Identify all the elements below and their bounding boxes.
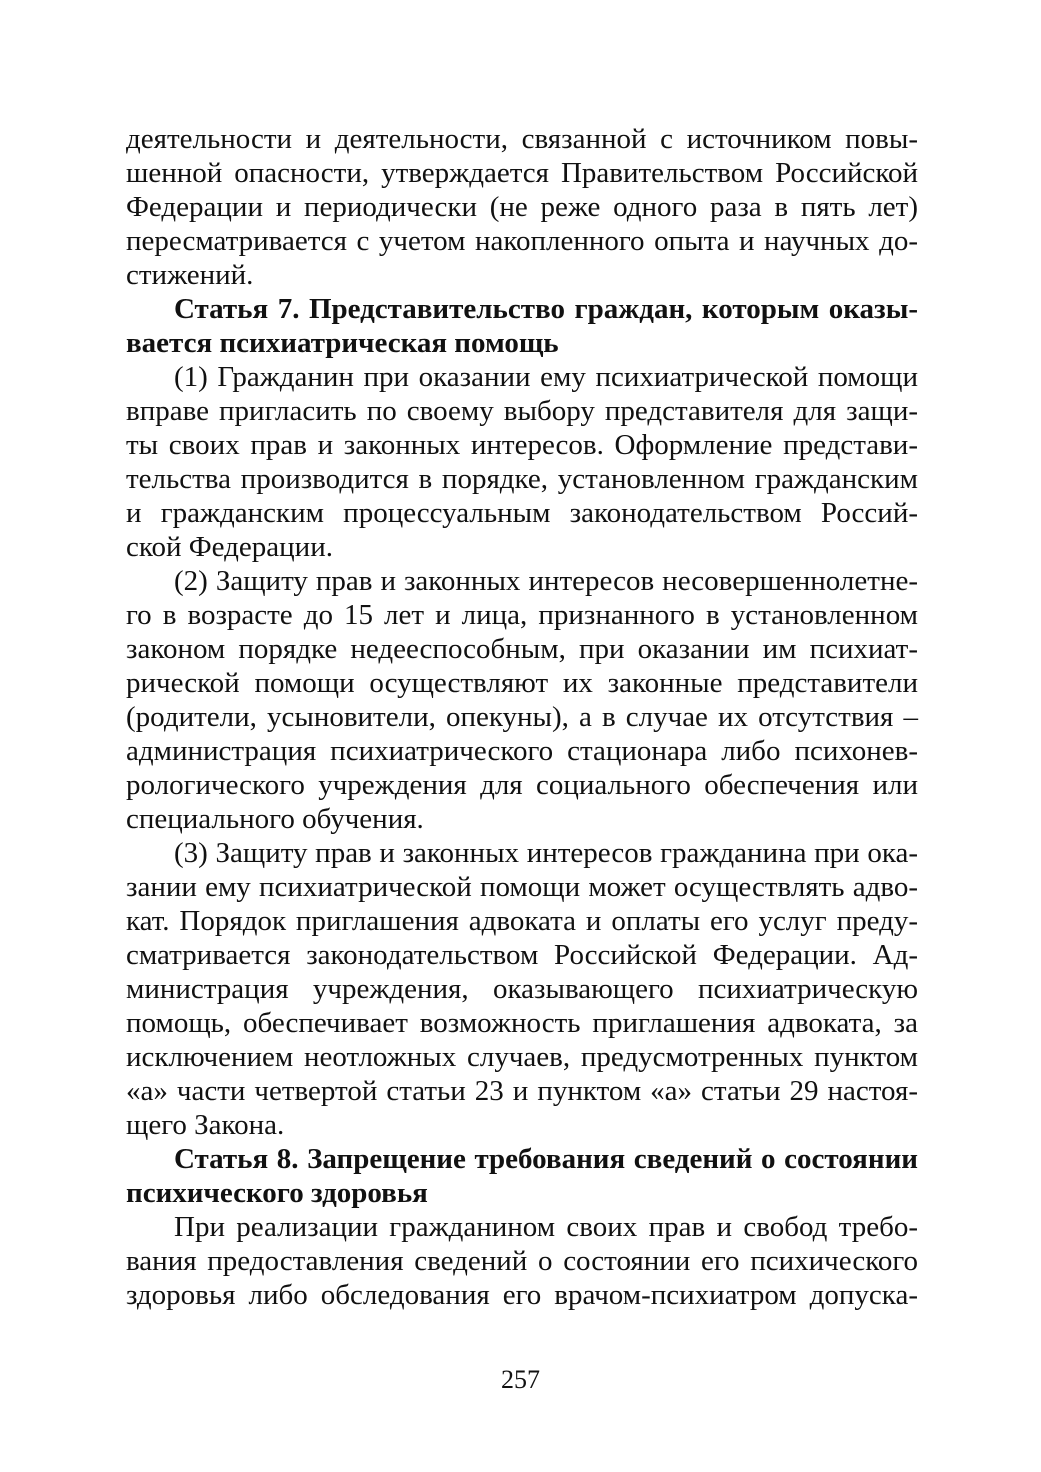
- text-line: вправе пригласить по своему выбору представителя для защи-: [126, 395, 918, 427]
- text-line: рической помощи осуществляют их законные представители: [126, 667, 918, 699]
- text-line: го в возрасте до 15 лет и лица, признанного в установленном: [126, 599, 918, 631]
- text-line: министрация учреждения, оказывающего психиатрическую: [126, 973, 918, 1005]
- text-line: рологического учреждения для социального обеспечения или: [126, 769, 918, 801]
- page-text-block: [126, 122, 918, 1362]
- text-line: помощь, обеспечивает возможность приглашения адвоката, за: [126, 1007, 918, 1039]
- text-line: (2) Защиту прав и законных интересов несовершеннолетне-: [174, 565, 918, 597]
- article-7-heading: Статья 7. Представительство граждан, которым оказы-: [174, 293, 918, 325]
- text-line: и гражданским процессуальным законодательством Россий-: [126, 497, 918, 529]
- article-8-heading: Статья 8. Запрещение требования сведений о состоянии: [174, 1143, 918, 1175]
- text-line: администрация психиатрического стационара либо психонев-: [126, 735, 918, 767]
- text-line: (1) Гражданин при оказании ему психиатрической помощи: [174, 361, 918, 393]
- text-line: сматривается законодательством Российской Федерации. Ад-: [126, 939, 918, 971]
- text-line: При реализации гражданином своих прав и свобод требо-: [174, 1211, 918, 1243]
- text-line: вания предоставления сведений о состоянии его психического: [126, 1245, 918, 1277]
- text-line: пересматривается с учетом накопленного опыта и научных до-: [126, 225, 918, 257]
- article-7-heading: вается психиатрическая помощь: [126, 327, 559, 359]
- text-line: (родители, усыновители, опекуны), а в случае их отсутствия –: [126, 701, 918, 733]
- text-line: законом порядке недееспособным, при оказании им психиат-: [126, 633, 918, 665]
- text-line: стижений.: [126, 259, 254, 291]
- text-line: Федерации и периодически (не реже одного раза в пять лет): [126, 191, 918, 223]
- text-line: тельства производится в порядке, установленном гражданским: [126, 463, 918, 495]
- text-line: «а» части четвертой статьи 23 и пунктом «а» статьи 29 настоя-: [126, 1075, 918, 1107]
- text-line: (3) Защиту прав и законных интересов гражданина при ока-: [174, 837, 918, 869]
- page-number: 257: [501, 1365, 540, 1394]
- text-line: ты своих прав и законных интересов. Оформление представи-: [126, 429, 918, 461]
- text-line: щего Закона.: [126, 1109, 285, 1141]
- text-line: исключением неотложных случаев, предусмотренных пунктом: [126, 1041, 918, 1073]
- text-line: ской Федерации.: [126, 531, 333, 563]
- text-line: зании ему психиатрической помощи может осуществлять адво-: [126, 871, 918, 903]
- article-8-heading: психического здоровья: [126, 1177, 428, 1209]
- text-line: специального обучения.: [126, 803, 424, 835]
- text-line: деятельности и деятельности, связанной с источником повы-: [126, 123, 918, 155]
- text-line: кат. Порядок приглашения адвоката и оплаты его услуг преду-: [126, 905, 918, 937]
- text-line: здоровья либо обследования его врачом-психиатром допуска-: [126, 1279, 918, 1311]
- text-line: шенной опасности, утверждается Правительством Российской: [126, 157, 918, 189]
